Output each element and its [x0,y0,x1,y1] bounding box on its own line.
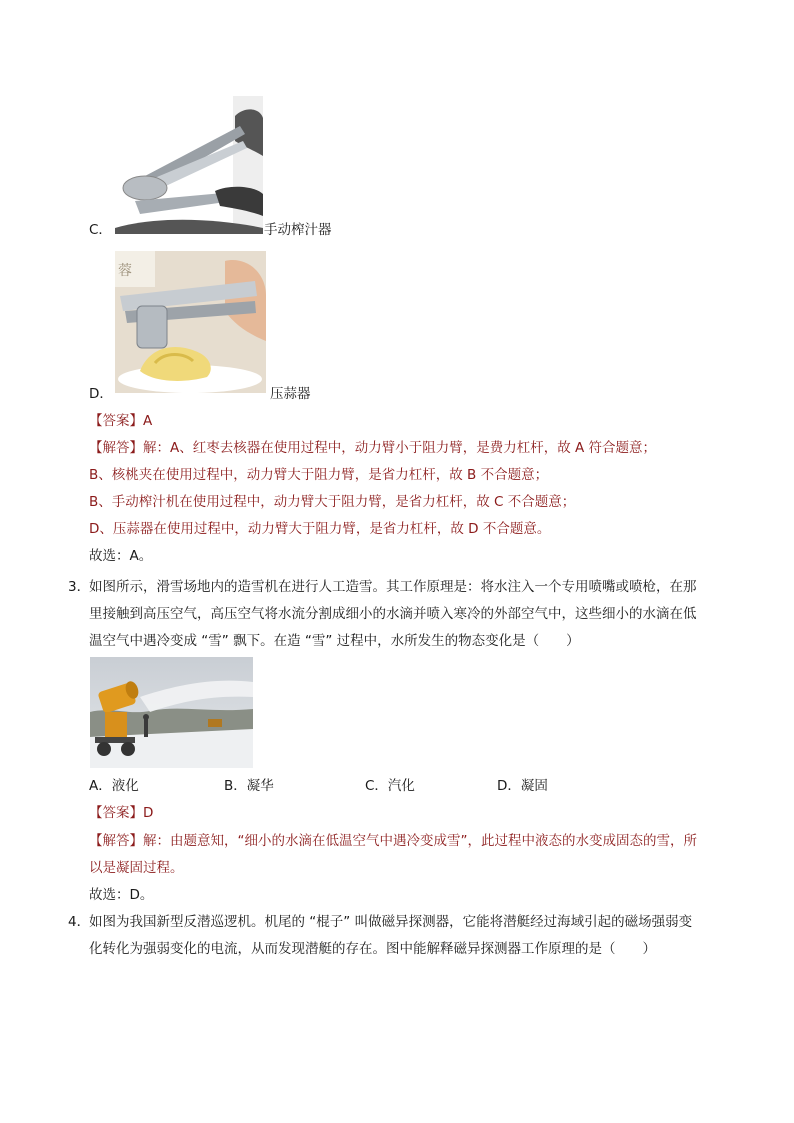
q4-number: 4． [68,914,91,930]
q3-conclusion: 故选：D。 [89,887,154,903]
q3-option-a: A．液化 [89,778,139,794]
option-d-letter: D． [89,386,113,402]
q3-analysis-line-1 [89,831,697,851]
q2-answer [89,411,152,431]
option-c-letter: C． [89,222,112,238]
q4-stem-line-1: 如图为我国新型反潜巡逻机。机尾的 “棍子” 叫做磁异探测器，它能将潜艇经过海域引起的磁场强弱变 [89,914,693,930]
q3-option-b: B．凝华 [224,778,274,794]
answer-value: D [143,805,154,821]
option-c-label: 手动榨汁器 [264,222,332,238]
q3-option-c: C．汽化 [365,778,415,794]
q2-analysis-line-3: B、手动榨汁机在使用过程中，动力臂大于阻力臂，是省力杠杆，故 C 不合题意； [89,494,576,510]
q2-conclusion: 故选：A。 [89,548,153,564]
answer-value: A [143,413,153,429]
svg-text:蓉: 蓉 [118,263,132,279]
q3-number: 3． [68,579,91,595]
juicer-image [115,96,263,234]
analysis-tag: 【解答】 [89,440,143,456]
analysis-text: 解：由题意知，“细小的水滴在低温空气中遇冷变成雪”，此过程中液态的水变成固态的雪，所 [143,833,697,849]
garlic-press-image [115,251,266,393]
q4-stem-line-2: 化转化为强弱变化的电流，从而发现潜艇的存在。图中能解释磁异探测器工作原理的是（ ） [89,941,656,957]
answer-tag: 【答案】 [89,413,143,429]
snow-machine-image [90,657,253,768]
analysis-tag: 【解答】 [89,833,143,849]
q3-analysis-line-2: 以是凝固过程。 [89,860,184,876]
q3-stem-line-2: 里接触到高压空气，高压空气将水流分割成细小的水滴并喷入寒冷的外部空气中，这些细小的水滴在低 [89,606,697,622]
analysis-text: 解：A、红枣去核器在使用过程中，动力臂小于阻力臂，是费力杠杆，故 A 符合题意； [143,440,657,456]
q3-option-d: D．凝固 [497,778,548,794]
q2-analysis-line-1 [89,438,656,458]
answer-tag: 【答案】 [89,805,143,821]
q2-analysis-line-4: D、压蒜器在使用过程中，动力臂大于阻力臂，是省力杠杆，故 D 不合题意。 [89,521,551,537]
option-d-label: 压蒜器 [270,386,311,402]
q2-analysis-line-2: B、核桃夹在使用过程中，动力臂大于阻力臂，是省力杠杆，故 B 不合题意； [89,467,549,483]
q3-stem-line-1: 如图所示，滑雪场地内的造雪机在进行人工造雪。其工作原理是：将水注入一个专用喷嘴或喷枪，在那 [89,579,697,595]
q3-answer [89,803,153,823]
q3-stem-line-3: 温空气中遇冷变成 “雪” 飘下。在造 “雪” 过程中，水所发生的物态变化是（ ） [89,633,580,649]
